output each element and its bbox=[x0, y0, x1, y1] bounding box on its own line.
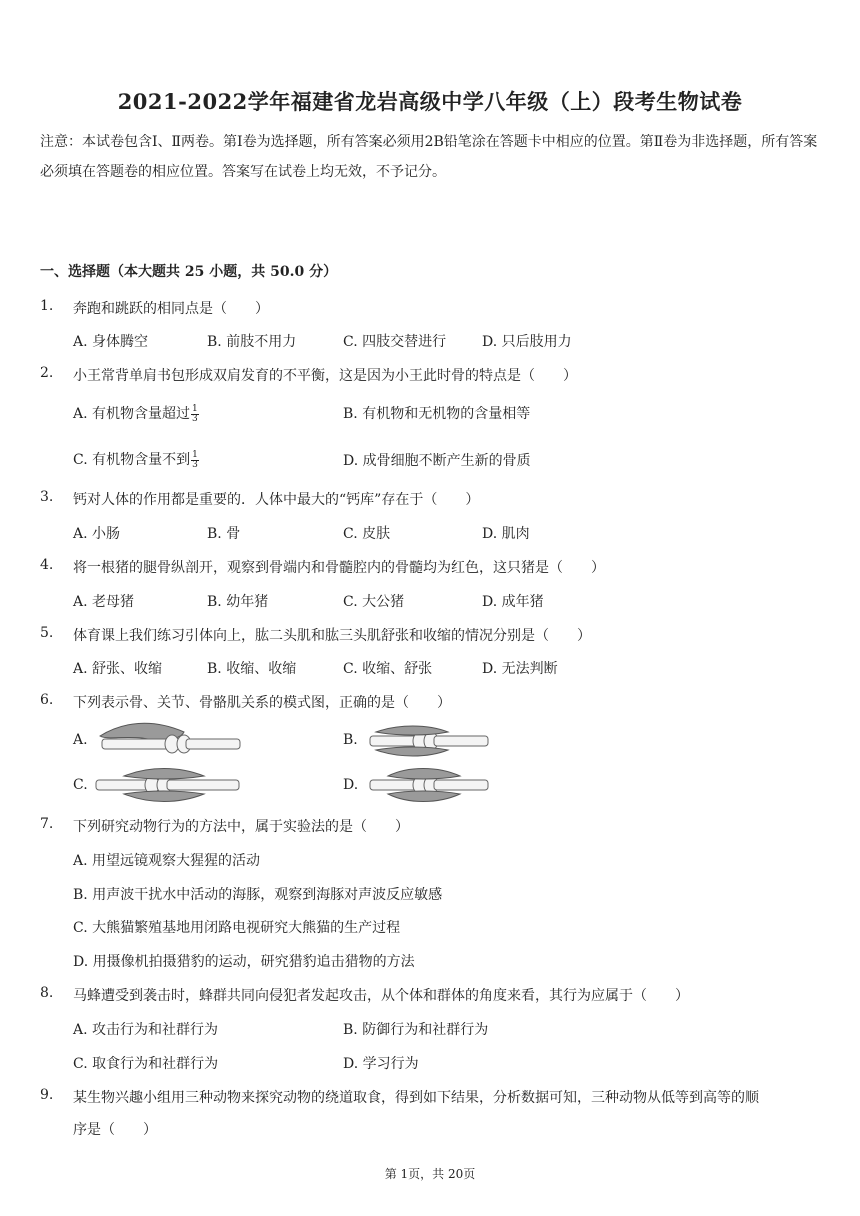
option-a[interactable]: A. 用望远镜观察大猩猩的活动 bbox=[73, 853, 261, 869]
option-d[interactable]: D. 成骨细胞不断产生新的骨质 bbox=[343, 453, 531, 469]
page-title: 2021-2022学年福建省龙岩高级中学八年级（上）段考生物试卷 bbox=[117, 89, 743, 114]
option-c[interactable]: C. 取食行为和社群行为 bbox=[73, 1056, 219, 1072]
question-number: 7. bbox=[40, 816, 54, 832]
fraction bbox=[191, 451, 199, 470]
question-number: 3. bbox=[40, 489, 54, 505]
question-text: 马蜂遭受到袭击时，蜂群共同向侵犯者发起攻击，从个体和群体的角度来看，其行为应属于（ ） bbox=[73, 988, 689, 1004]
question-number: 5. bbox=[40, 625, 54, 641]
option-a[interactable]: A. 小肠 bbox=[73, 526, 121, 542]
option-b[interactable]: B. 骨 bbox=[207, 526, 241, 542]
question-text: 将一根猪的腿骨纵剖开，观察到骨端内和骨髓腔内的骨髓均为红色，这只猪是（ ） bbox=[73, 560, 605, 576]
bone-muscle-diagram-d bbox=[368, 766, 490, 804]
question-text: 下列研究动物行为的方法中，属于实验法的是（ ） bbox=[73, 819, 409, 835]
fraction-denominator: 3 bbox=[192, 413, 198, 424]
option-d[interactable]: D. 只后肢用力 bbox=[482, 334, 572, 350]
option-d[interactable]: D. 用摄像机拍摄猎豹的运动，研究猎豹追击猎物的方法 bbox=[73, 954, 415, 970]
bone-muscle-diagram-c bbox=[94, 766, 242, 804]
fraction-numerator: 1 bbox=[192, 403, 198, 414]
option-c[interactable] bbox=[73, 449, 199, 470]
option-b[interactable]: B. 用声波干扰水中活动的海豚，观察到海豚对声波反应敏感 bbox=[73, 887, 443, 903]
bone-muscle-diagram-a bbox=[92, 722, 242, 760]
option-d[interactable]: D. 肌肉 bbox=[482, 526, 530, 542]
option-a[interactable]: A. 身体腾空 bbox=[73, 334, 149, 350]
exam-notice: 注意：本试卷包含Ⅰ、Ⅱ两卷。第Ⅰ卷为选择题，所有答案必须用2B铅笔涂在答题卡中相应的位置。第Ⅱ卷为非选择题，所有答案必须填在答题卷的相应位置。答案写在试卷上均无效，不予记分。 bbox=[40, 134, 818, 180]
option-b[interactable]: B. 有机物和无机物的含量相等 bbox=[343, 406, 531, 422]
question-number: 9. bbox=[40, 1087, 54, 1103]
option-d[interactable]: D. bbox=[343, 777, 359, 793]
question-text: 钙对人体的作用都是重要的．人体中最大的“钙库”存在于（ ） bbox=[73, 492, 480, 508]
question-text-line2: 序是（ ） bbox=[73, 1122, 157, 1138]
fraction bbox=[191, 405, 199, 424]
question-text: 下列表示骨、关节、骨骼肌关系的模式图，正确的是（ ） bbox=[73, 695, 451, 711]
question-number: 2. bbox=[40, 365, 54, 381]
question-text: 体育课上我们练习引体向上，肱二头肌和肱三头肌舒张和收缩的情况分别是（ ） bbox=[73, 628, 591, 644]
option-d[interactable]: D. 学习行为 bbox=[343, 1056, 419, 1072]
option-b[interactable]: B. 收缩、收缩 bbox=[207, 661, 297, 677]
option-a[interactable]: A. 老母猪 bbox=[73, 594, 135, 610]
fraction-denominator: 3 bbox=[192, 459, 198, 470]
option-b[interactable]: B. 前肢不用力 bbox=[207, 334, 297, 350]
question-number: 4. bbox=[40, 557, 54, 573]
option-a[interactable]: A. 舒张、收缩 bbox=[73, 661, 163, 677]
option-d[interactable]: D. 成年猪 bbox=[482, 594, 544, 610]
section-heading: 一、选择题（本大题共 25 小题，共 50.0 分） bbox=[40, 264, 338, 280]
page-footer: 第 1页，共 20页 bbox=[384, 1167, 476, 1181]
option-c[interactable]: C. 收缩、舒张 bbox=[343, 661, 433, 677]
option-c[interactable]: C. bbox=[73, 777, 88, 793]
option-a[interactable]: A. bbox=[73, 732, 88, 748]
option-text: C. 有机物含量不到 bbox=[73, 452, 191, 468]
option-c[interactable]: C. 皮肤 bbox=[343, 526, 391, 542]
question-number: 6. bbox=[40, 692, 54, 708]
bone-muscle-diagram-b bbox=[368, 722, 490, 760]
option-a[interactable] bbox=[73, 403, 199, 424]
option-c[interactable]: C. 大公猪 bbox=[343, 594, 405, 610]
option-c[interactable]: C. 四肢交替进行 bbox=[343, 334, 447, 350]
option-text: A. 有机物含量超过 bbox=[73, 406, 191, 422]
question-text: 奔跑和跳跃的相同点是（ ） bbox=[73, 301, 269, 317]
question-number: 8. bbox=[40, 985, 54, 1001]
option-c[interactable]: C. 大熊猫繁殖基地用闭路电视研究大熊猫的生产过程 bbox=[73, 920, 401, 936]
option-b[interactable]: B. 防御行为和社群行为 bbox=[343, 1022, 489, 1038]
option-d[interactable]: D. 无法判断 bbox=[482, 661, 558, 677]
question-text-line1: 某生物兴趣小组用三种动物来探究动物的绕道取食，得到如下结果，分析数据可知，三种动物从低等到高等的顺 bbox=[73, 1090, 759, 1106]
option-b[interactable]: B. bbox=[343, 732, 358, 748]
option-b[interactable]: B. 幼年猪 bbox=[207, 594, 269, 610]
question-number: 1. bbox=[40, 298, 54, 314]
option-a[interactable]: A. 攻击行为和社群行为 bbox=[73, 1022, 219, 1038]
fraction-numerator: 1 bbox=[192, 449, 198, 460]
question-text: 小王常背单肩书包形成双肩发育的不平衡，这是因为小王此时骨的特点是（ ） bbox=[73, 368, 577, 384]
